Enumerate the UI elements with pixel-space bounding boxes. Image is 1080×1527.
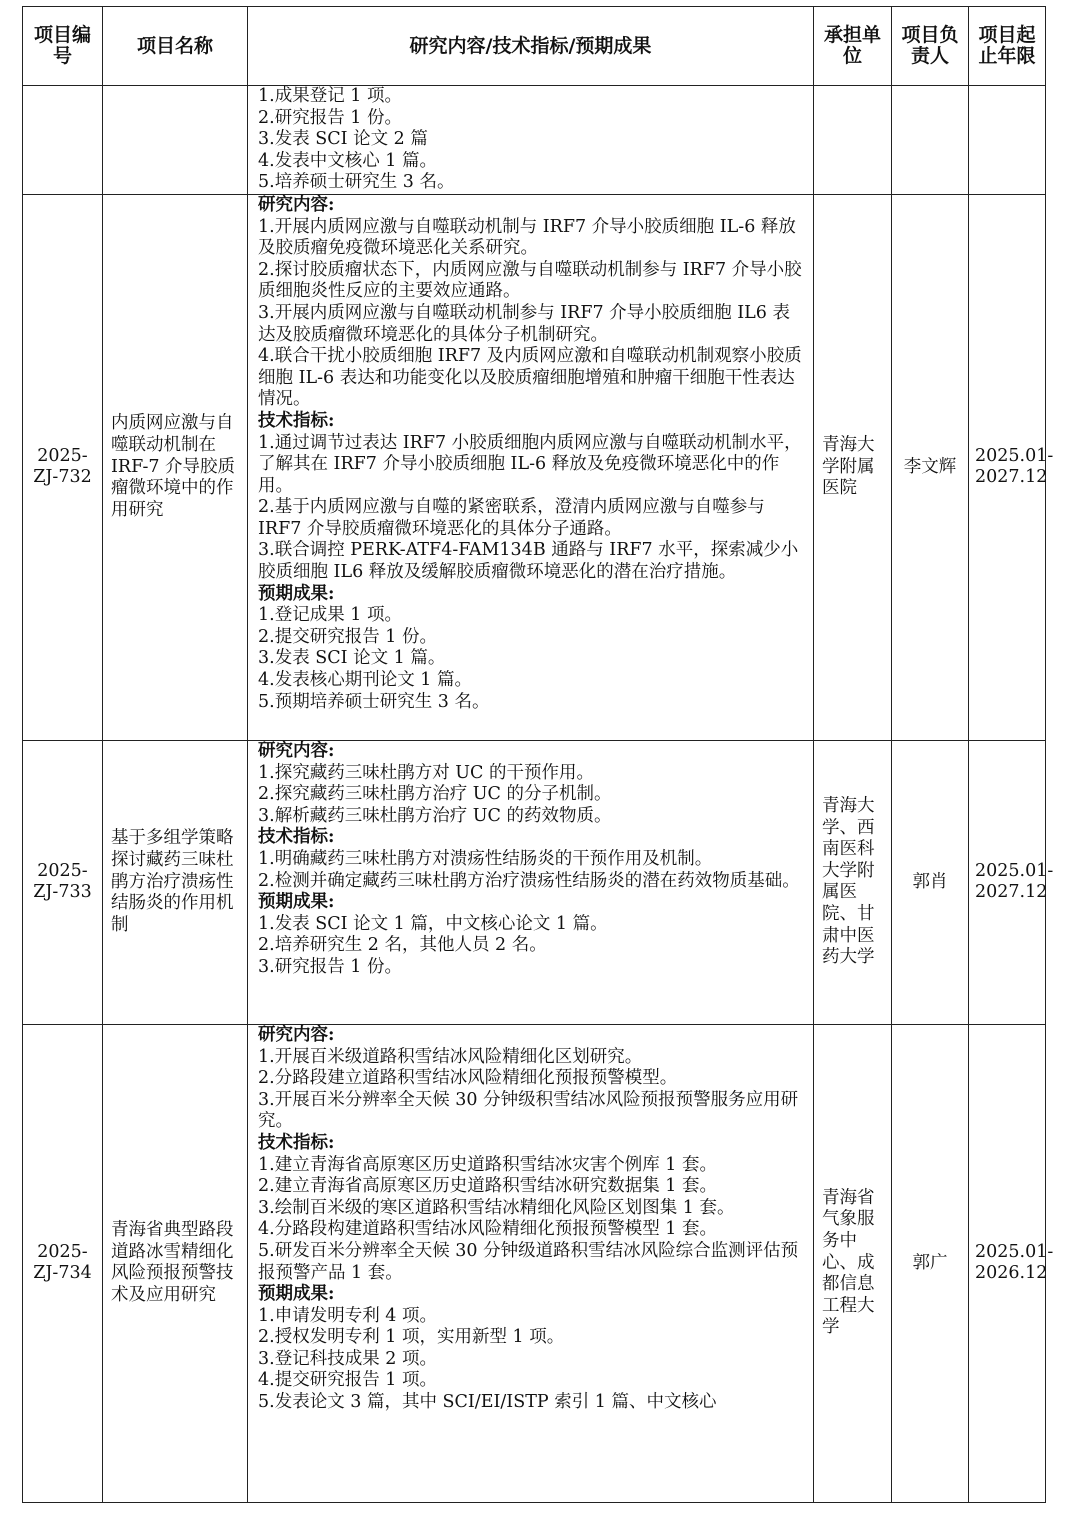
content-line: 3.发表 SCI 论文 1 篇。: [258, 648, 446, 669]
content-line: 4.提交研究报告 1 项。: [258, 1370, 437, 1391]
project-name: 内质网应激与自噬联动机制在 IRF-7 介导胶质瘤微环境中的作用研究: [103, 194, 248, 740]
project-code: 2025-ZJ-732: [23, 194, 103, 740]
content-line: 4.发表中文核心 1 篇。: [258, 150, 437, 171]
content-line: 3.发表 SCI 论文 2 篇: [258, 129, 428, 150]
content-line: 1.明确藏药三味杜鹃方对溃疡性结肠炎的干预作用及机制。: [258, 848, 713, 869]
project-code: [23, 86, 103, 195]
project-period: 2025.01-2026.12: [969, 1024, 1046, 1502]
header-code: 项目编号: [23, 7, 103, 86]
section-heading: 研究内容:: [258, 194, 335, 215]
section-heading: 技术指标:: [258, 1132, 335, 1153]
section-heading: 预期成果:: [258, 892, 335, 913]
content-line: 1.登记成果 1 项。: [258, 605, 402, 626]
project-unit: 青海大学附属医院: [814, 194, 892, 740]
project-content: [248, 1024, 814, 1502]
content-line: 2.提交研究报告 1 份。: [258, 626, 437, 647]
project-name: [103, 86, 248, 195]
project-code: 2025-ZJ-733: [23, 740, 103, 1024]
table-header-row: [23, 7, 1046, 86]
section-heading: 研究内容:: [258, 1024, 335, 1045]
content-line: 3.绘制百米级的寒区道路积雪结冰精细化风险区划图集 1 套。: [258, 1197, 735, 1218]
content-line: 3.开展百米分辨率全天候 30 分钟级积雪结冰风险预报预警服务应用研究。: [258, 1089, 799, 1132]
content-line: 2.建立青海省高原寒区历史道路积雪结冰研究数据集 1 套。: [258, 1176, 717, 1197]
header-content: 研究内容/技术指标/预期成果: [248, 7, 814, 86]
content-line: 2.探讨胶质瘤状态下，内质网应激与自噬联动机制参与 IRF7 介导小胶质细胞炎性反应的主要效应通路。: [258, 259, 802, 302]
header-unit: 承担单位: [814, 7, 892, 86]
content-line: 2.探究藏药三味杜鹃方治疗 UC 的分子机制。: [258, 784, 612, 805]
content-line: 1.建立青海省高原寒区历史道路积雪结冰灾害个例库 1 套。: [258, 1154, 717, 1175]
table-row: [23, 740, 1046, 1024]
table-row: [23, 86, 1046, 195]
content-line: 4.联合干扰小胶质细胞 IRF7 及内质网应激和自噬联动机制观察小胶质细胞 IL-6 表达和功能变化以及胶质瘤细胞增殖和肿瘤干细胞干性表达情况。: [258, 346, 802, 410]
project-name: 基于多组学策略探讨藏药三味杜鹃方治疗溃疡性结肠炎的作用机制: [103, 740, 248, 1024]
document-page: [22, 6, 1054, 1503]
project-period: [969, 86, 1046, 195]
content-line: 3.研究报告 1 份。: [258, 956, 402, 977]
content-line: 3.解析藏药三味杜鹃方治疗 UC 的药效物质。: [258, 805, 612, 826]
project-code: 2025-ZJ-734: [23, 1024, 103, 1502]
content-line: 2.研究报告 1 份。: [258, 107, 402, 128]
section-heading: 预期成果:: [258, 1284, 335, 1305]
project-content: [248, 194, 814, 740]
content-line: 1.探究藏药三味杜鹃方对 UC 的干预作用。: [258, 762, 594, 783]
project-table: [22, 6, 1054, 1503]
content-line: 1.申请发明专利 4 项。: [258, 1305, 437, 1326]
project-content: [248, 740, 814, 1024]
content-line: 5.预期培养硕士研究生 3 名。: [258, 691, 490, 712]
section-heading: 技术指标:: [258, 410, 335, 431]
section-heading: 预期成果:: [258, 583, 335, 604]
content-line: 3.登记科技成果 2 项。: [258, 1348, 437, 1369]
table-row: [23, 194, 1046, 740]
project-leader: [892, 86, 969, 195]
project-leader: 郭广: [892, 1024, 969, 1502]
content-line: 4.分路段构建道路积雪结冰风险精细化预报预警模型 1 套。: [258, 1219, 717, 1240]
project-content: [248, 86, 814, 195]
header-period: 项目起止年限: [969, 7, 1046, 86]
project-leader: 郭肖: [892, 740, 969, 1024]
content-line: 2.授权发明专利 1 项，实用新型 1 项。: [258, 1327, 565, 1348]
content-line: 5.培养硕士研究生 3 名。: [258, 172, 455, 193]
project-unit: 青海省气象服务中心、成都信息工程大学: [814, 1024, 892, 1502]
content-line: 1.开展内质网应激与自噬联动机制与 IRF7 介导小胶质细胞 IL-6 释放及胶质瘤免疫微环境恶化关系研究。: [258, 216, 796, 259]
project-name: 青海省典型路段道路冰雪精细化风险预报预警技术及应用研究: [103, 1024, 248, 1502]
project-period: 2025.01-2027.12: [969, 740, 1046, 1024]
content-line: 3.开展内质网应激与自噬联动机制参与 IRF7 介导小胶质细胞 IL6 表达及胶质瘤微环境恶化的具体分子机制研究。: [258, 302, 790, 345]
content-line: 2.基于内质网应激与自噬的紧密联系，澄清内质网应激与自噬参与 IRF7 介导胶质瘤微环境恶化的具体分子通路。: [258, 497, 765, 539]
project-period: 2025.01-2027.12: [969, 194, 1046, 740]
content-line: 1.成果登记 1 项。: [258, 86, 402, 106]
content-line: 3.联合调控 PERK-ATF4-FAM134B 通路与 IRF7 水平，探索减少小胶质细胞 IL6 释放及缓解胶质瘤微环境恶化的潜在治疗措施。: [258, 540, 799, 583]
project-unit: 青海大学、西南医科大学附属医院、甘肃中医药大学: [814, 740, 892, 1024]
table-row: [23, 1024, 1046, 1502]
content-line: 5.研发百米分辨率全天候 30 分钟级道路积雪结冰风险综合监测评估预报预警产品 1 套。: [258, 1240, 799, 1283]
section-heading: 技术指标:: [258, 827, 335, 848]
section-heading: 研究内容:: [258, 740, 335, 761]
content-line: 1.开展百米级道路积雪结冰风险精细化区划研究。: [258, 1046, 643, 1067]
content-line: 4.发表核心期刊论文 1 篇。: [258, 670, 472, 691]
content-line: 2.分路段建立道路积雪结冰风险精细化预报预警模型。: [258, 1068, 678, 1089]
header-leader: 项目负责人: [892, 7, 969, 86]
content-line: 2.培养研究生 2 名，其他人员 2 名。: [258, 935, 547, 956]
content-line: 5.发表论文 3 篇，其中 SCI/EI/ISTP 索引 1 篇、中文核心: [258, 1392, 717, 1413]
content-line: 1.通过调节过表达 IRF7 小胶质细胞内质网应激与自噬联动机制水平，了解其在 IRF7 介导小胶质细胞 IL-6 释放及免疫微环境恶化中的作用。: [258, 432, 802, 496]
project-leader: 李文辉: [892, 194, 969, 740]
header-name: 项目名称: [103, 7, 248, 86]
content-line: 2.检测并确定藏药三味杜鹃方治疗溃疡性结肠炎的潜在药效物质基础。: [258, 870, 800, 891]
content-line: 1.发表 SCI 论文 1 篇，中文核心论文 1 篇。: [258, 913, 608, 934]
project-unit: [814, 86, 892, 195]
